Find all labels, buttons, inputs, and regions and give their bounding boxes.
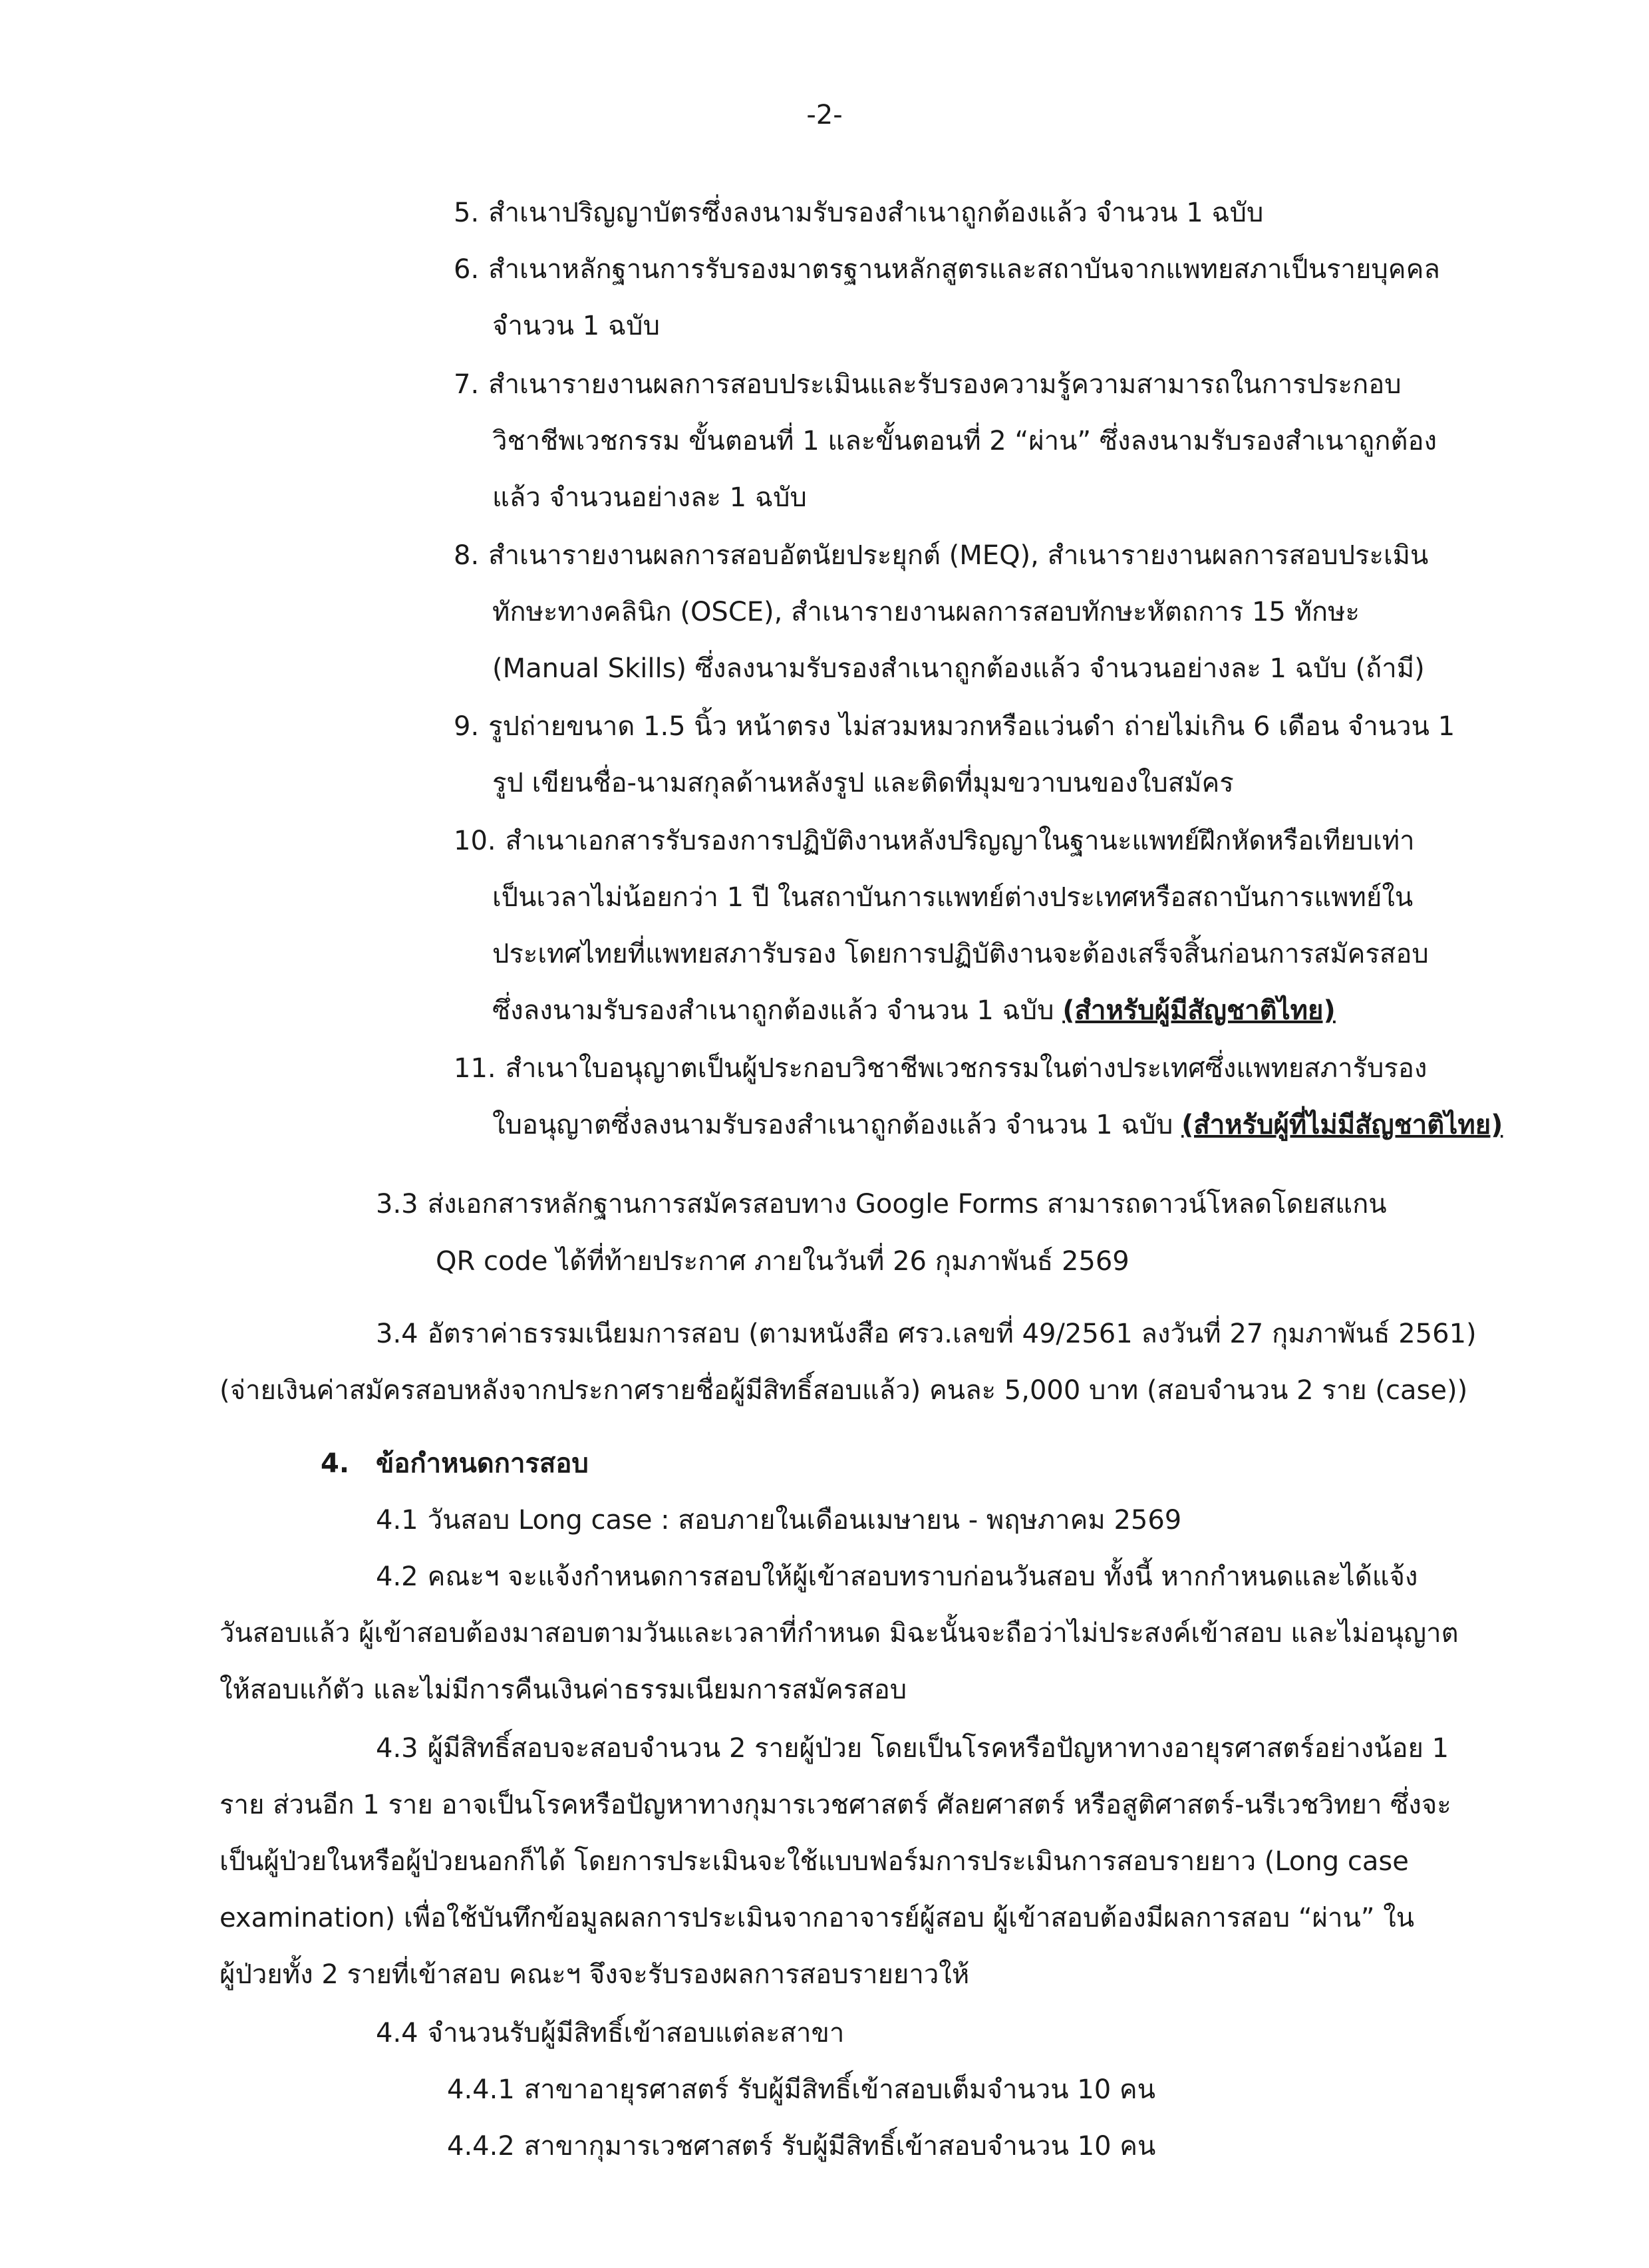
subsection-text: สาขากุมารเวชศาสตร์ รับผู้มีสิทธิ์เข้าสอบจำนวน 10 คน — [524, 2131, 1156, 2162]
section-text: ผู้มีสิทธิ์สอบจะสอบจำนวน 2 รายผู้ป่วย โดยเป็นโรคหรือปัญหาทางอายุรศาสตร์อย่างน้อย 1 — [427, 1733, 1449, 1764]
item-text: ซึ่งลงนามรับรองสำเนาถูกต้องแล้ว จำนวน 1 ฉบับ — [492, 995, 1054, 1026]
item-text-continuation: (Manual Skills) ซึ่งลงนามรับรองสำเนาถูกต้องแล้ว จำนวนอย่างละ 1 ฉบับ (ถ้ามี) — [492, 653, 1425, 684]
section-text: อัตราค่าธรรมเนียมการสอบ (ตามหนังสือ ศรว.เลขที่ 49/2561 ลงวันที่ 27 กุมภาพันธ์ 2561) — [427, 1319, 1477, 1349]
nationality-note: (สำหรับผู้ที่ไม่มีสัญชาติไทย) — [1181, 1110, 1503, 1140]
item-text-continuation: ทักษะทางคลินิก (OSCE), สำเนารายงานผลการสอบทักษะหัตถการ 15 ทักษะ — [492, 597, 1360, 627]
section-text-continuation: QR code ได้ที่ท้ายประกาศ ภายในวันที่ 26 กุมภาพันธ์ 2569 — [436, 1246, 1129, 1277]
section-number: 4.1 — [376, 1505, 418, 1536]
section-number: 4. — [321, 1448, 350, 1479]
section-text-continuation: ราย ส่วนอีก 1 ราย อาจเป็นโรคหรือปัญหาทางกุมารเวชศาสตร์ ศัลยศาสตร์ หรือสูติศาสตร์-นรีเวชวิทยา ซึ่งจะ — [220, 1790, 1451, 1820]
list-item — [454, 1055, 1427, 1082]
section-4-3 — [376, 1735, 1449, 1762]
section-4-4 — [376, 2020, 844, 2046]
item-text: สำเนาใบอนุญาตเป็นผู้ประกอบวิชาชีพเวชกรรมในต่างประเทศซึ่งแพทยสภารับรอง — [505, 1053, 1427, 1084]
item-text-continuation: ประเทศไทยที่แพทยสภารับรอง โดยการปฏิบัติงานจะต้องเสร็จสิ้นก่อนการสมัครสอบ — [492, 939, 1429, 969]
list-item — [454, 542, 1428, 569]
subsection-4-4-2 — [447, 2133, 1155, 2160]
item-text-continuation: แล้ว จำนวนอย่างละ 1 ฉบับ — [492, 482, 807, 513]
item-number: 11. — [454, 1053, 496, 1084]
section-heading: ข้อกำหนดการสอบ — [376, 1448, 589, 1479]
item-text-continuation: รูป เขียนชื่อ-นามสกุลด้านหลังรูป และติดที่มุมขวาบนของใบสมัคร — [492, 768, 1234, 798]
item-text-continuation — [492, 1112, 1503, 1138]
section-number: 3.4 — [376, 1319, 418, 1349]
section-3-3 — [376, 1191, 1387, 1217]
subsection-number: 4.4.2 — [447, 2131, 515, 2162]
section-number: 4.2 — [376, 1561, 418, 1592]
item-text-continuation — [492, 997, 1336, 1024]
item-number: 7. — [454, 369, 480, 400]
item-text: ใบอนุญาตซึ่งลงนามรับรองสำเนาถูกต้องแล้ว จำนวน 1 ฉบับ — [492, 1110, 1173, 1140]
section-text-continuation: ให้สอบแก้ตัว และไม่มีการคืนเงินค่าธรรมเนียมการสมัครสอบ — [220, 1675, 907, 1705]
section-3-4 — [376, 1321, 1477, 1347]
item-text: รูปถ่ายขนาด 1.5 นิ้ว หน้าตรง ไม่สวมหมวกหรือแว่นดำ ถ่ายไม่เกิน 6 เดือน จำนวน 1 — [488, 711, 1455, 742]
item-number: 9. — [454, 711, 480, 742]
subsection-4-4-1 — [447, 2076, 1155, 2103]
section-number: 4.3 — [376, 1733, 418, 1764]
section-heading-4 — [321, 1450, 589, 1477]
item-text-continuation: จำนวน 1 ฉบับ — [492, 311, 660, 341]
subsection-number: 4.4.1 — [447, 2074, 515, 2105]
item-number: 5. — [454, 198, 480, 228]
item-text: สำเนารายงานผลการสอบประเมินและรับรองความรู้ความสามารถในการประกอบ — [488, 369, 1402, 400]
section-text: ส่งเอกสารหลักฐานการสมัครสอบทาง Google Forms สามารถดาวน์โหลดโดยสแกน — [427, 1189, 1387, 1219]
item-number: 10. — [454, 826, 496, 856]
item-text: สำเนาหลักฐานการรับรองมาตรฐานหลักสูตรและสถาบันจากแพทยสภาเป็นรายบุคคล — [488, 254, 1440, 285]
item-number: 6. — [454, 254, 480, 285]
section-text: จำนวนรับผู้มีสิทธิ์เข้าสอบแต่ละสาขา — [427, 2018, 845, 2048]
list-item — [454, 828, 1415, 854]
list-item — [454, 256, 1440, 283]
subsection-text: สาขาอายุรศาสตร์ รับผู้มีสิทธิ์เข้าสอบเต็มจำนวน 10 คน — [524, 2074, 1155, 2105]
section-number: 4.4 — [376, 2018, 418, 2048]
section-text-continuation: เป็นผู้ป่วยในหรือผู้ป่วยนอกก็ได้ โดยการประเมินจะใช้แบบฟอร์มการประเมินการสอบรายยาว (Long case — [220, 1846, 1409, 1877]
item-text: สำเนาปริญญาบัตรซึ่งลงนามรับรองสำเนาถูกต้องแล้ว จำนวน 1 ฉบับ — [488, 198, 1264, 228]
section-text-continuation: examination) เพื่อใช้บันทึกข้อมูลผลการประเมินจากอาจารย์ผู้สอบ ผู้เข้าสอบต้องมีผลการสอบ “ผ่าน” ใน — [220, 1903, 1415, 1933]
item-text-continuation: วิชาชีพเวชกรรม ขั้นตอนที่ 1 และขั้นตอนที่ 2 “ผ่าน” ซึ่งลงนามรับรองสำเนาถูกต้อง — [492, 426, 1437, 456]
page-number: -2- — [806, 100, 843, 130]
section-text-continuation: (จ่ายเงินค่าสมัครสอบหลังจากประกาศรายชื่อผู้มีสิทธิ์สอบแล้ว) คนละ 5,000 บาท (สอบจำนวน 2 ราย (case)) — [220, 1375, 1468, 1406]
section-number: 3.3 — [376, 1189, 418, 1219]
section-4-1 — [376, 1507, 1181, 1534]
section-text-continuation: วันสอบแล้ว ผู้เข้าสอบต้องมาสอบตามวันและเวลาที่กำหนด มิฉะนั้นจะถือว่าไม่ประสงค์เข้าสอบ และไม่อนุญาต — [220, 1618, 1459, 1649]
nationality-note: (สำหรับผู้มีสัญชาติไทย) — [1062, 995, 1336, 1026]
list-item — [454, 713, 1455, 740]
item-text: สำเนาเอกสารรับรองการปฏิบัติงานหลังปริญญาในฐานะแพทย์ฝึกหัดหรือเทียบเท่า — [505, 826, 1415, 856]
item-text: สำเนารายงานผลการสอบอัตนัยประยุกต์ (MEQ), สำเนารายงานผลการสอบประเมิน — [488, 540, 1429, 571]
section-text-continuation: ผู้ป่วยทั้ง 2 รายที่เข้าสอบ คณะฯ จึงจะรับรองผลการสอบรายยาวให้ — [220, 1959, 970, 1990]
item-number: 8. — [454, 540, 480, 571]
section-4-2 — [376, 1563, 1418, 1590]
list-item — [454, 371, 1402, 398]
section-text: วันสอบ Long case : สอบภายในเดือนเมษายน - พฤษภาคม 2569 — [427, 1505, 1182, 1536]
section-text: คณะฯ จะแจ้งกำหนดการสอบให้ผู้เข้าสอบทราบก่อนวันสอบ ทั้งนี้ หากกำหนดและได้แจ้ง — [427, 1561, 1418, 1592]
list-item — [454, 200, 1263, 226]
item-text-continuation: เป็นเวลาไม่น้อยกว่า 1 ปี ในสถาบันการแพทย์ต่างประเทศหรือสถาบันการแพทย์ใน — [492, 882, 1414, 913]
